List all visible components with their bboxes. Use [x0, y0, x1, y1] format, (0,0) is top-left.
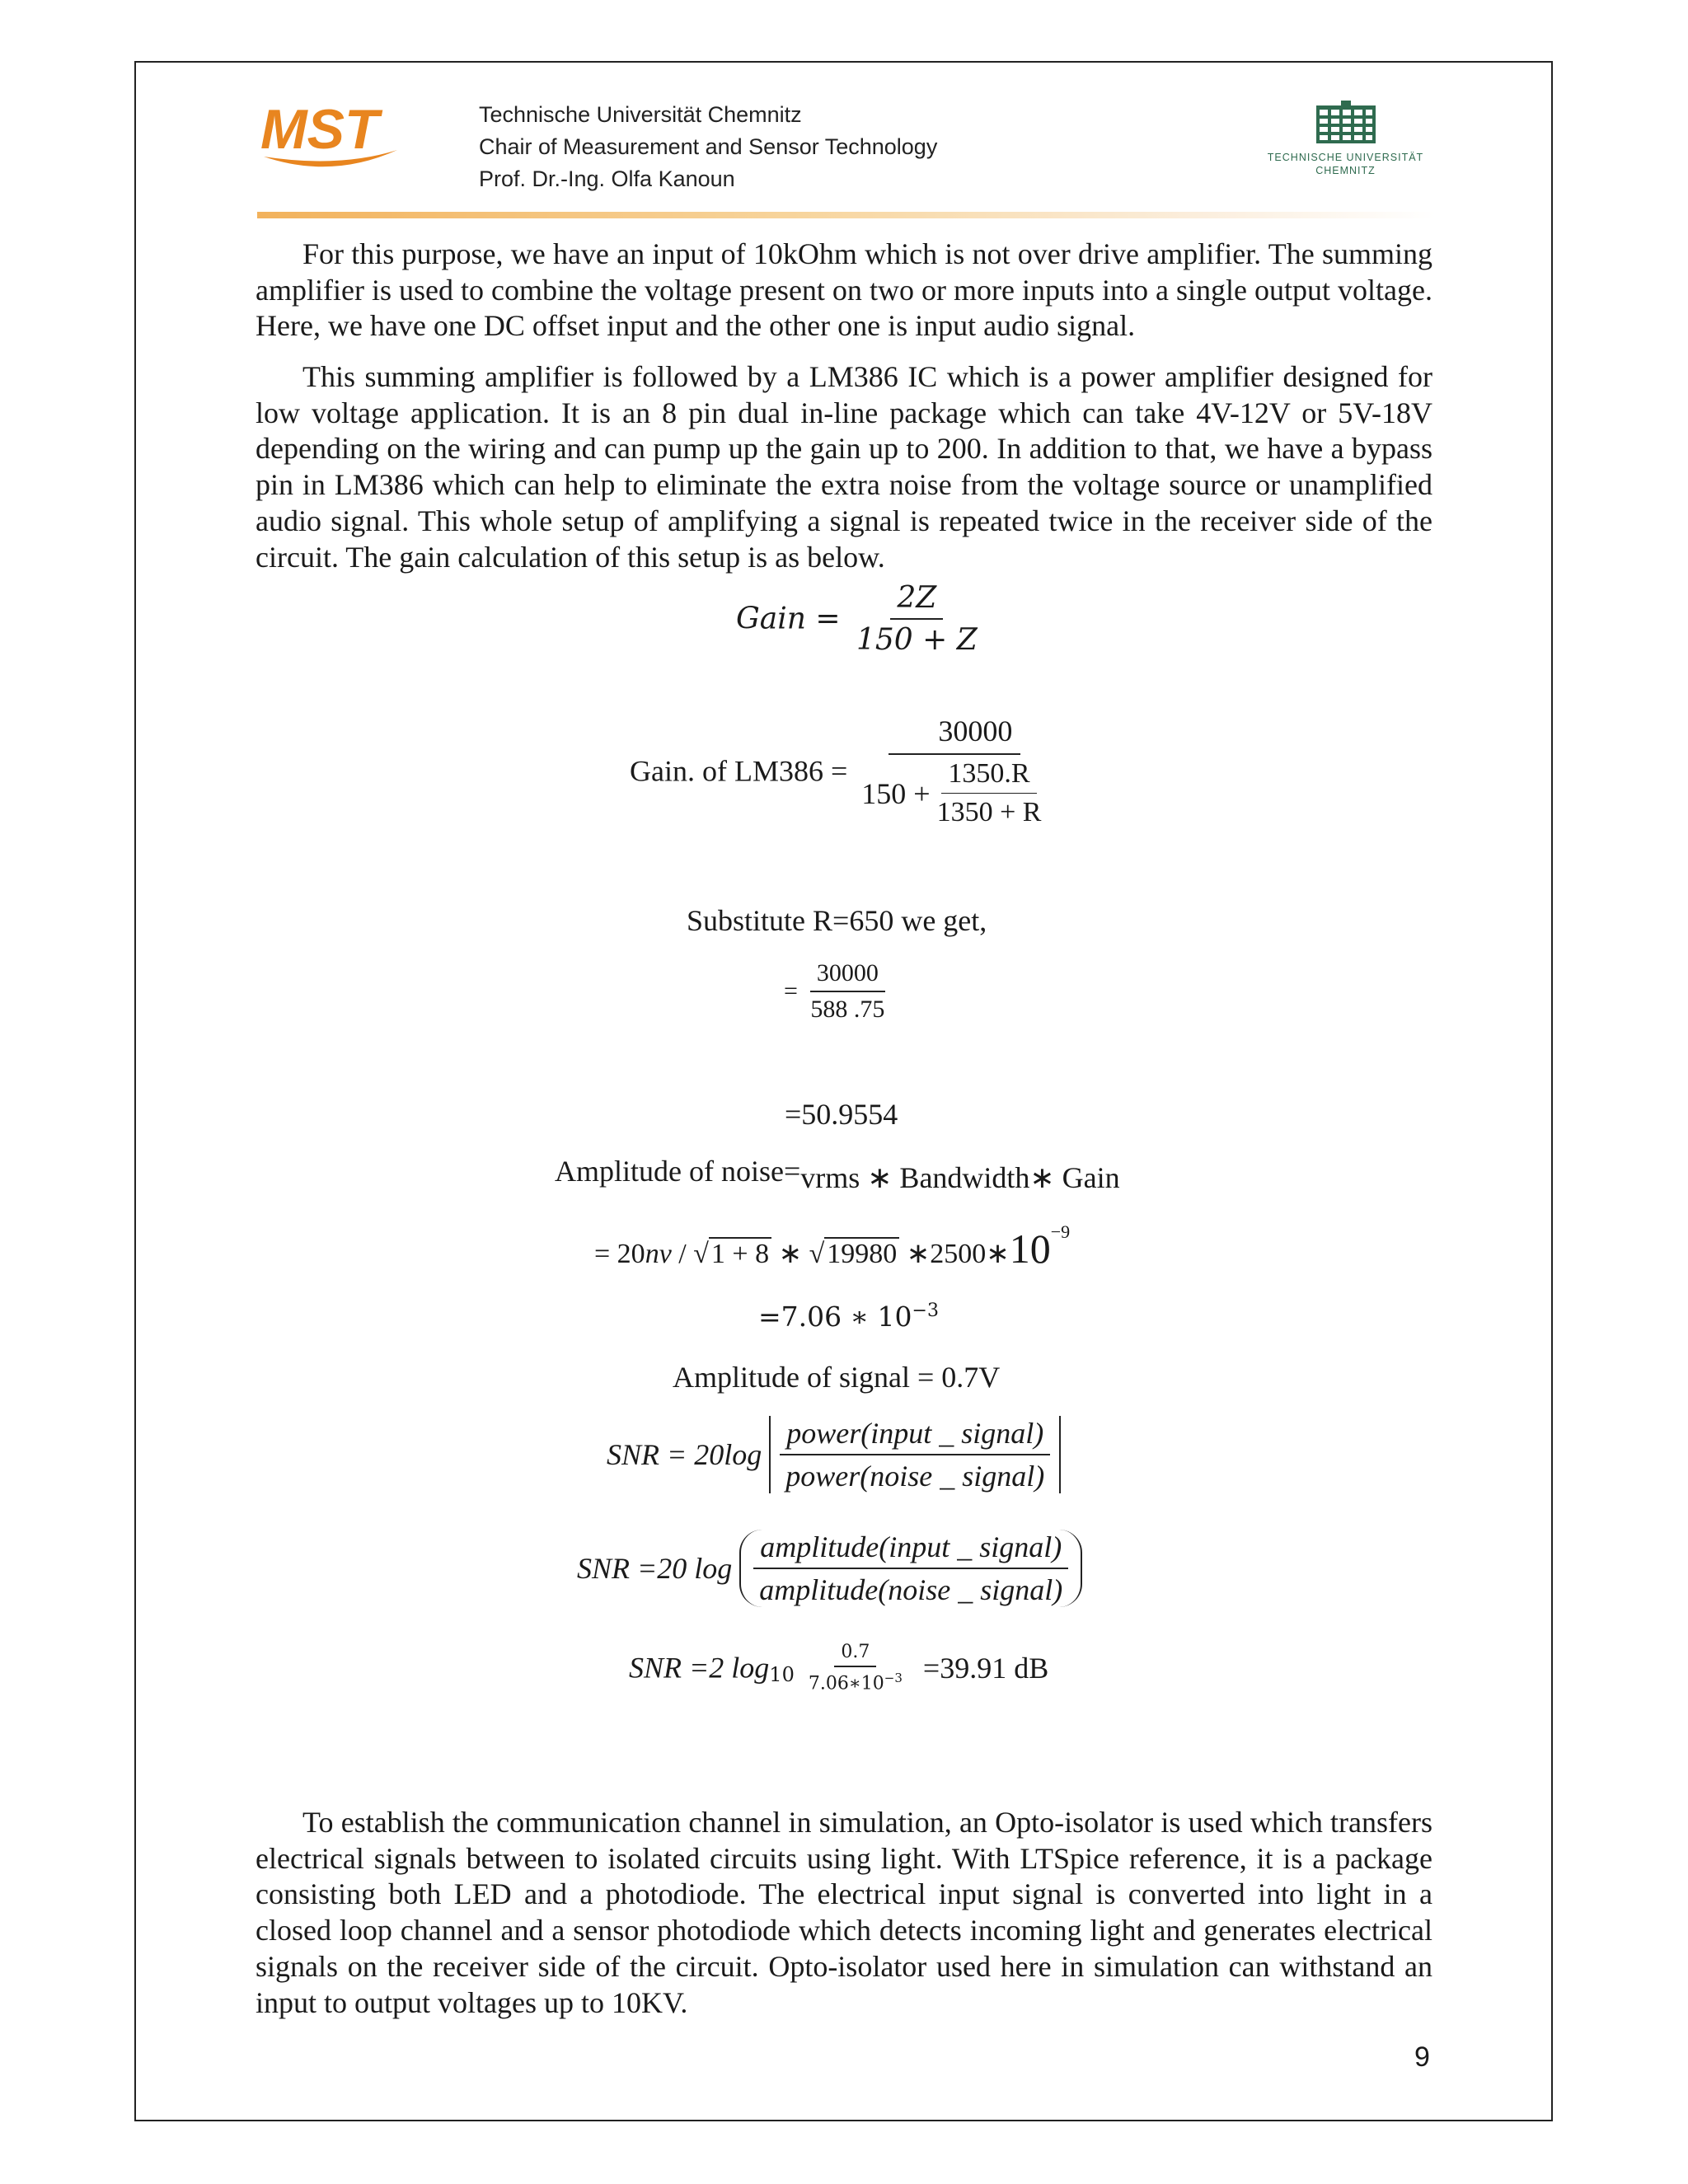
- institution-header: [479, 99, 937, 195]
- equation-lm386-gain: Gain. of LM386 = 30000 150 + $\frac{1350.R}{1350 + R}$: [630, 715, 1042, 827]
- equation-noise-calculation: = 20nv / √1 + 8 ∗ √19980 $∗2500∗10^{-9}$: [594, 1221, 1071, 1272]
- mst-logo: [257, 97, 410, 180]
- equation-gain-result: =50.9554: [785, 1098, 898, 1131]
- equation-signal-amplitude: Amplitude of signal = 0.7V: [673, 1361, 1001, 1394]
- equation-substitution: = $\frac{30000}{588 .75}$: [784, 959, 885, 1023]
- equation-noise-result: =7.06 ∗ $10^{-3}$: [758, 1301, 939, 1333]
- paragraph-opto-isolator: To establish the communication channel in simulation, an Opto-isolator is used which transfers electrical signals between to isolated circuits using light. With LTSpice reference, it is a package consisting both LED and a photodiode. The electrical input signal is converted into light in a closed loop channel and a sensor photodiode which detects incoming light and generates electrical signals on the receiver side of the circuit. Opto-isolator used here in simulation can withstand an input to output voltages up to 10KV.: [256, 1806, 1432, 2019]
- mst-logo-text: MST: [260, 98, 379, 161]
- chair-name: Chair of Measurement and Sensor Technology: [479, 134, 938, 159]
- equation-noise-definition: Amplitude of noise=vrms ∗ Bandwidth∗ Gain: [555, 1155, 1120, 1194]
- paragraph-summing-amplifier: For this purpose, we have an input of 10kOhm which is not over drive amplifier. The summing amplifier is used to combine the voltage present on two or more inputs into a single output voltage. Here, we have one DC offset input and the other one is input audio signal.: [256, 237, 1432, 343]
- equation-gain: Gain = $\frac{2Z}{150 + Z}$: [736, 581, 978, 657]
- page-number: 9: [1414, 2041, 1430, 2073]
- university-name: Technische Universität Chemnitz: [479, 102, 802, 127]
- header-divider: [257, 212, 1436, 218]
- equation-snr-result: SNR =2 $\log_{10}$ $\frac{0.7}{7.06∗10^{-3}}$ =39.91 dB: [629, 1642, 1049, 1694]
- equation-snr-amplitude: SNR =20 log $\frac{\text{amplitude(input \_ signal)}}{\text{amplitude(noise \_ signal)}}$: [577, 1530, 1082, 1607]
- professor-name: Prof. Dr.-Ing. Olfa Kanoun: [479, 166, 735, 191]
- paragraph-lm386: This summing amplifier is followed by a LM386 IC which is a power amplifier designed for low voltage application. It is an 8 pin dual in-line package which can take 4V-12V or 5V-18V depending on the wiring and can pump up the gain up to 200. In addition to that, we have a bypass pin in LM386 which can help to eliminate the extra noise from the voltage source or unamplified audio signal. This whole setup of amplifying a signal is repeated twice in the receiver side of the circuit. The gain calculation of this setup is as below.: [256, 360, 1432, 574]
- equation-snr-power: SNR = 20log $\frac{\text{power(input \_ signal)}}{\text{power(noise \_ signal)}}$: [607, 1416, 1061, 1493]
- substitute-text: Substitute R=650 we get,: [687, 904, 987, 937]
- tu-chemnitz-logo-text: TECHNISCHE UNIVERSITÄT CHEMNITZ: [1267, 152, 1424, 176]
